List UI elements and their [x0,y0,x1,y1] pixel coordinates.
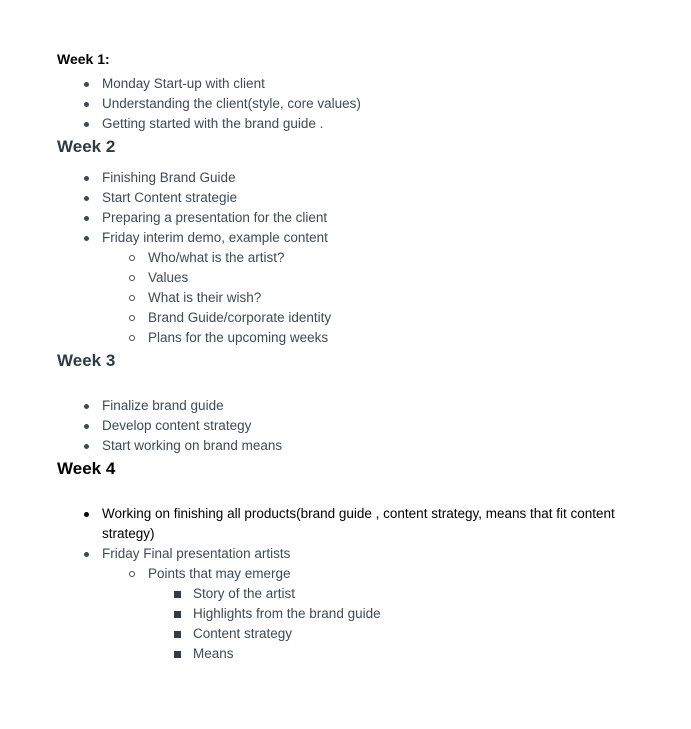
list-item-text: Means [193,646,234,661]
list-item-text: Finalize brand guide [102,398,224,413]
bullet-filled-circle-icon [84,122,89,127]
list-item [57,114,636,134]
list-item-text: Brand Guide/corporate identity [148,310,332,325]
bullet-filled-square-icon [174,611,181,618]
list-item-text: Working on finishing all products(brand guide , content strategy, means that fit content strategy) [102,506,615,541]
list-item-text: Start working on brand means [102,438,283,453]
bullet-filled-circle-icon [84,444,89,449]
list-item-text: Understanding the client(style, core values) [102,96,361,111]
list-item [57,248,636,268]
bullet-hollow-circle-icon [129,335,135,341]
list-item-text: Who/what is the artist? [148,250,285,265]
bullet-filled-circle-icon [84,196,89,201]
list-item [57,74,636,94]
bullet-hollow-circle-icon [129,275,135,281]
bullet-filled-square-icon [174,631,181,638]
list-item [57,644,636,664]
heading-week-3: Week 3 [57,351,116,370]
list-item-text: Finishing Brand Guide [102,170,236,185]
list-item [57,564,636,584]
list-item [57,208,636,228]
bullet-hollow-circle-icon [129,315,135,321]
bullet-filled-circle-icon [84,176,89,181]
list-item-text: Monday Start-up with client [102,76,265,91]
bullet-filled-circle-icon [84,404,89,409]
bullet-filled-circle-icon [84,102,89,107]
heading-week-2: Week 2 [57,137,116,156]
list-item-text: Plans for the upcoming weeks [148,330,329,345]
blank-line [57,490,636,504]
list-item-text: Preparing a presentation for the client [102,210,328,225]
list-item-text: Content strategy [193,626,293,641]
bullet-filled-circle-icon [84,82,89,87]
bullet-filled-square-icon [174,651,181,658]
list-item [57,308,636,328]
bullet-filled-circle-icon [84,552,89,557]
list-item [57,94,636,114]
bullet-filled-circle-icon [84,216,89,221]
bullet-filled-circle-icon [84,424,89,429]
list-item [57,288,636,308]
list-item-text: Friday Final presentation artists [102,546,291,561]
list-item-text: What is their wish? [148,290,262,305]
list-item-text: Friday interim demo, example content [102,230,328,245]
list-item [57,504,636,544]
list-item-text: Highlights from the brand guide [193,606,381,621]
list-item [57,188,636,208]
list-item-text: Points that may emerge [148,566,291,581]
list-item [57,416,636,436]
bullet-filled-circle-icon [84,512,89,517]
list-item [57,396,636,416]
list-item-text: Story of the artist [193,586,296,601]
list-item [57,268,636,288]
list-item [57,436,636,456]
heading-week-1: Week 1: [57,51,110,67]
heading-week-4: Week 4 [57,459,116,478]
list-item [57,544,636,564]
bullet-filled-square-icon [174,591,181,598]
blank-line [57,382,636,396]
list-item [57,624,636,644]
list-item [57,604,636,624]
list-item [57,328,636,348]
bullet-hollow-circle-icon [129,571,135,577]
bullet-hollow-circle-icon [129,255,135,261]
bullet-hollow-circle-icon [129,295,135,301]
list-item [57,228,636,248]
list-item-text: Getting started with the brand guide . [102,116,324,131]
bullet-filled-circle-icon [84,236,89,241]
list-item [57,168,636,188]
list-item [57,584,636,604]
list-item-text: Start Content strategie [102,190,238,205]
list-item-text: Values [148,270,189,285]
list-item-text: Develop content strategy [102,418,252,433]
